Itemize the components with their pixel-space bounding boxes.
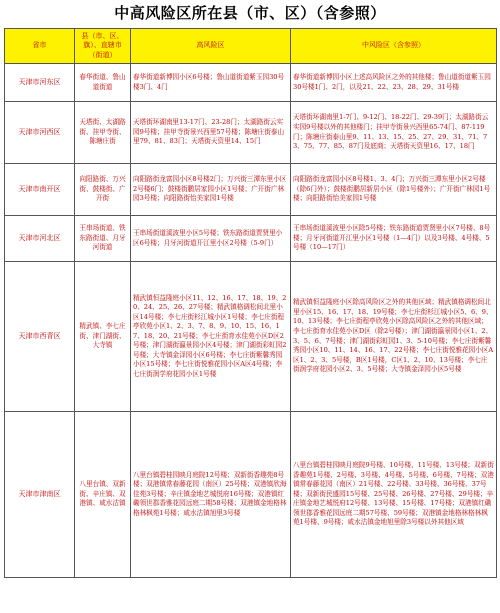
header-province: 省市 [5,29,75,64]
row-high-risk: 向阳路街龙富园小区8号楼2门；万兴街三潭东里小区2号楼6门；鼓楼街鹏居家园小区1号楼；广开街广林园3号楼；向阳路街怡美家园1号楼 [131,164,291,216]
row-city: 天津市津南区 [5,412,75,578]
table-row [5,262,497,412]
table-row [5,64,497,102]
row-city: 天津市南开区 [5,164,75,216]
page-title: 中高风险区所在县（市、区）（含参照） [114,4,386,22]
row-high-risk: 八里台镇碧桂园映月庭院12号楼；双新街香趣苑8号楼；双港镇常春藤花园（南区）25号楼；双港镇欣海佳苑3号楼；辛庄镇金地艺城悦府16号楼；双港镇红磡领世郡香雅花园远庭二期58号楼；双港镇金地格林格林枫苑1号楼；咸水沽镇旭里3号楼 [131,412,291,578]
header-high-risk: 高风险区 [131,29,291,64]
row-street: 春华街道、鲁山道街道 [75,64,131,102]
table-row [5,102,497,164]
table-row [5,412,497,578]
row-street: 八里台镇、双新街、辛庄镇、双港镇、咸水沽镇 [75,412,131,578]
row-street: 天塔街、太湖路街、挂甲寺街、陈塘庄街 [75,102,131,164]
row-mid-risk: 天塔街环湖南里1-7门、9-12门、18-22门、29-39门；太湖路街云实园9号楼以外的其他楼门；挂甲寺街景兴西里65-74门、87-119门；陈塘庄街泰山里9、11、13、15、25、27、29、31、71、73、75、77、85、87门及底商；天塔街天资里16、17、18门 [291,102,497,164]
row-mid-risk: 八里台镇碧桂园映月庭院9号楼、10号楼、11号楼、13号楼；双新街香趣苑1号楼、2号楼、3号楼、4号楼、5号楼、6号楼、7号楼；双港镇常春藤花园（南区）21号楼、22号楼、33号楼、36号楼、37号楼；双新街民盛园15号楼、25号楼、26号楼、27号楼、29号楼；辛庄镇金地艺城悦府12号楼、13号楼、15号楼、17号楼；双港镇红磡领世郡香雅花园远庭二期57号楼、59号楼；双港镇金地格林格林枫苑1号楼、9号楼；咸水沽镇金地旭里除3号楼以外其他区域 [291,412,497,578]
row-street: 向阳路街、万兴街、鼓楼街、广开街 [75,164,131,216]
row-high-risk: 精武镇恒益隆庭小区11、12、16、17、18、19、20、24、25、26、27号楼；精武镇格调松间北里小区14号楼；李七庄街杉江城小区1号楼；李七庄街程亭欣苑小区1、2、3、7、8、9、10、15、16、17、18、20、21号楼；李七庄街育水佳苑小区D区2号楼；津门湖街瀛景园小区4号楼；津门湖街彩虹园2号楼；大寺镇金泽园小区6号楼；李七庄街紫馨秀园小区15号楼；李七庄街悦雅花园小区A区4号楼；李七庄街润学府花园小区1号楼 [131,262,291,412]
row-mid-risk: 王串场街道溪波里小区除5号楼；铁东路街道贾贤里小区7号楼、8号楼；月牙河街道开江里小区1号楼（1—4门）以及3号楼、4号楼、5号楼（10—17门） [291,216,497,262]
header-county: 县（市、区、旗）、直辖市（街道） [75,29,131,64]
row-city: 天津市河东区 [5,64,75,102]
row-city: 天津市西青区 [5,262,75,412]
row-high-risk: 天塔街环湖南里13-17门、23-28门；太湖路街云实园9号楼；挂甲寺街景兴西里57号楼；陈塘庄街泰山里79、81、83门；天塔街天资里14、15门 [131,102,291,164]
row-mid-risk: 精武镇恒益隆庭小区除高风险区之外的其他区域；精武镇格调松间北里小区15、16、17、18、19号楼；李七庄街杉江城小区5、6、9、10、13号楼；李七庄街程亭欣苑小区除高风险区之外的其他区域；李七庄街育水佳苑小区D区（除2号楼）；津门湖街瀛景园小区1、2、3、5、6、7号楼；津门湖街彩虹园1、3、5-10号楼；李七庄街紫馨秀园小区10、11、14、16、17、22号楼；李七庄街悦雅花园小区A区1、2、3、5号楼，B区1号楼，C区1、2、10、13号楼；李七庄街润学府花园小区2、3、5号楼；大寺镇金泽园小区5号楼 [291,262,497,412]
header-mid-risk: 中风险区（含参照） [291,29,497,64]
row-high-risk: 春华街道新博园小区6号楼；鲁山道街道紫玉园30号楼3门、4门 [131,64,291,102]
risk-area-table [4,28,497,578]
table-row [5,164,497,216]
table-header-row [5,29,497,64]
table-row [5,216,497,262]
row-mid-risk: 春华街道新博园小区上述高风险区之外的其他楼；鲁山道街道紫玉园30号楼1门、2门，以及21、22、23、28、29、31号楼 [291,64,497,102]
row-mid-risk: 向阳路街龙富园小区8号楼1、3、4门；万兴街三潭东里小区2号楼（除6门外）；鼓楼街鹏居新居小区（除1号楼外）；广开街广林园1号楼；向阳路街怡美家园1号楼 [291,164,497,216]
row-city: 天津市河西区 [5,102,75,164]
row-city: 天津市河北区 [5,216,75,262]
row-street: 王串场街道、铁东路街道、月牙河街道 [75,216,131,262]
row-street: 精武镇、李七庄街、津门湖街、大寺镇 [75,262,131,412]
row-high-risk: 王串场街道溪波里小区5号楼；铁东路街道贾贤里小区6号楼；月牙河街道开江里小区2号楼（5-9门） [131,216,291,262]
